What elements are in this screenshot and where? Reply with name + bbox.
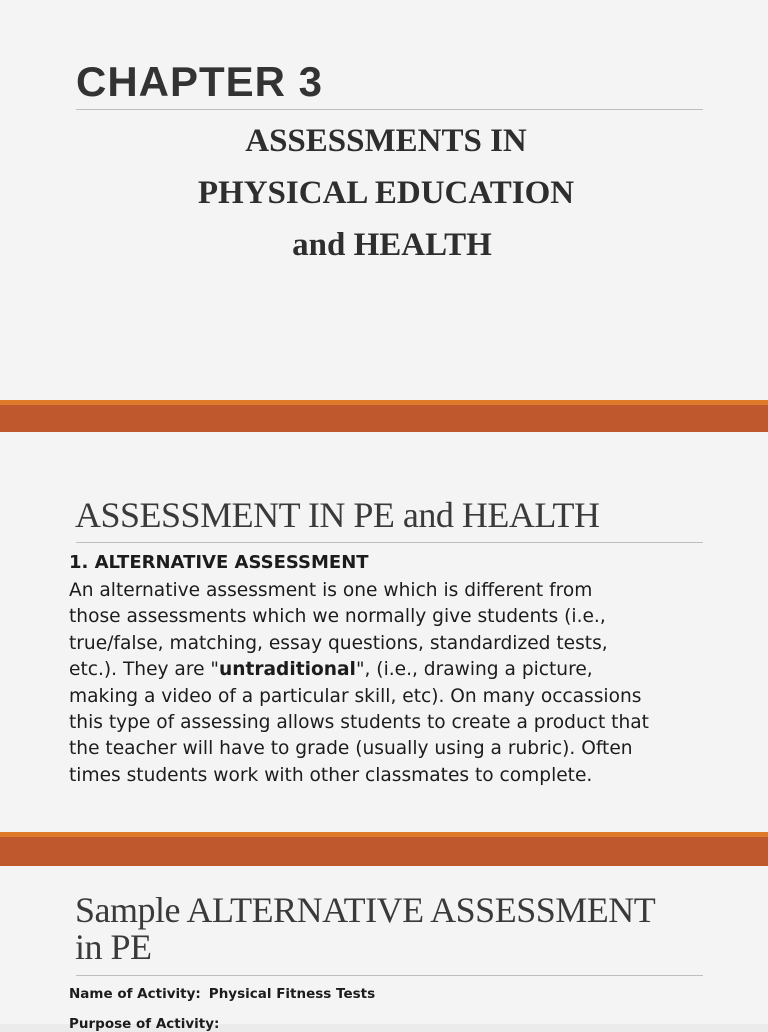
- sample-divider: [76, 975, 703, 976]
- body-line: true/false, matching, essay questions, standardized tests,: [69, 632, 608, 654]
- activity-label: Name of Activity:: [69, 986, 201, 1002]
- slide-separator-band: [0, 400, 768, 432]
- subtitle-line-1: ASSESSMENTS IN: [245, 123, 527, 159]
- title-divider: [76, 109, 703, 110]
- body-line: [69, 657, 709, 683]
- emphasis-untraditional: untraditional: [218, 659, 356, 681]
- chapter-title: CHAPTER 3: [76, 58, 324, 105]
- section-heading: ASSESSMENT IN PE and HEALTH: [75, 495, 600, 535]
- body-line: those assessments which we normally give students (i.e.,: [69, 606, 606, 628]
- slide-title: [0, 0, 768, 400]
- body-text-fragment: ", (i.e., drawing a picture,: [355, 659, 593, 681]
- body-text-fragment: etc.). They are ": [69, 659, 219, 681]
- sample-title-line-1: Sample ALTERNATIVE ASSESSMENT: [75, 890, 656, 930]
- purpose-label: Purpose of Activity:: [69, 1016, 220, 1032]
- activity-value: Physical Fitness Tests: [208, 986, 376, 1002]
- body-paragraph: [69, 578, 709, 789]
- activity-row: [69, 986, 375, 1002]
- sample-title-line-2: in PE: [75, 927, 152, 967]
- subtitle-line-2: PHYSICAL EDUCATION: [197, 175, 575, 211]
- item-heading: 1. ALTERNATIVE ASSESSMENT: [69, 552, 369, 573]
- body-line: times students work with other classmates to complete.: [69, 764, 593, 786]
- section-divider: [76, 542, 703, 543]
- body-line: the teacher will have to grade (usually using a rubric). Often: [69, 738, 633, 760]
- body-line: this type of assessing allows students to create a product that: [69, 712, 649, 734]
- body-line: An alternative assessment is one which is different from: [69, 580, 593, 601]
- slide-separator-band: [0, 832, 768, 866]
- subtitle-line-3: and HEALTH: [292, 227, 492, 263]
- body-line: making a video of a particular skill, etc). On many occassions: [69, 685, 642, 707]
- sample-title: [75, 892, 715, 966]
